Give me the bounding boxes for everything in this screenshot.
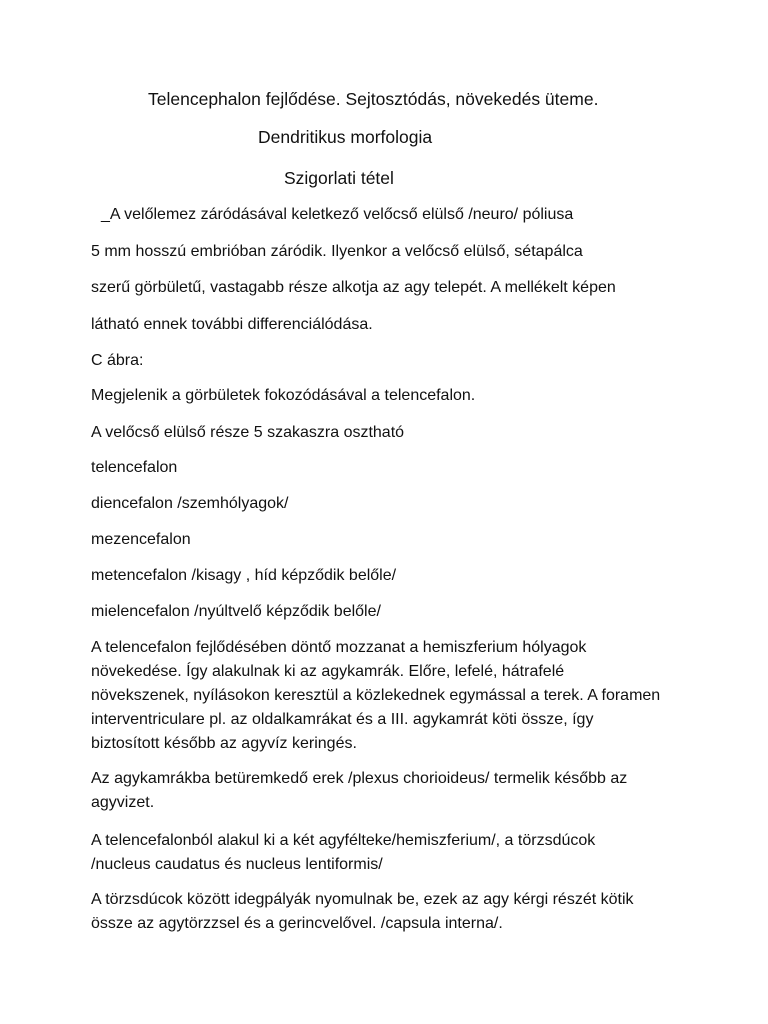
paragraph-line: össze az agytörzzsel és a gerincvelővel. /capsula interna/. (91, 915, 503, 932)
intro-line: 5 mm hosszú embrióban záródik. Ilyenkor a velőcső elülső, sétapálca (91, 243, 583, 260)
intro-line: látható ennek további differenciálódása. (91, 316, 373, 333)
segment-item: mielencefalon /nyúltvelő képződik belőle/ (91, 603, 381, 620)
body-sentence: Megjelenik a görbületek fokozódásával a telencefalon. (91, 387, 476, 404)
paragraph-line: A törzsdúcok között idegpályák nyomulnak be, ezek az agy kérgi részét kötik (91, 891, 634, 908)
figure-label: C ábra: (91, 352, 144, 369)
segment-item: diencefalon /szemhólyagok/ (91, 495, 289, 512)
document-exam-label: Szigorlati tétel (284, 168, 394, 188)
document-title: Telencephalon fejlődése. Sejtosztódás, növekedés üteme. (148, 89, 599, 109)
segment-item: metencefalon /kisagy , híd képződik belőle/ (91, 567, 397, 584)
paragraph-ventricles (91, 636, 691, 756)
paragraph-line: /nucleus caudatus és nucleus lentiformis/ (91, 856, 383, 873)
paragraph-line: agyvizet. (91, 794, 155, 811)
paragraph-line: A telencefalonból alakul ki a két agyfélteke/hemiszferium/, a törzsdúcok (91, 832, 596, 849)
paragraph-plexus (91, 767, 691, 815)
paragraph-line: A telencefalon fejlődésében döntő mozzanat a hemiszferium hólyagok (91, 639, 587, 656)
paragraph-line: biztosított később az agyvíz keringés. (91, 735, 357, 752)
body-sentence: A velőcső elülső része 5 szakaszra osztható (91, 424, 405, 441)
document-subtitle: Dendritikus morfologia (258, 127, 433, 147)
intro-line: szerű görbületű, vastagabb része alkotja az agy telepét. A mellékelt képen (91, 279, 616, 296)
intro-line: _A velőlemez záródásával keletkező velőcső elülső /neuro/ póliusa (101, 206, 574, 223)
segment-item: mezencefalon (91, 531, 191, 548)
paragraph-hemispheres (91, 829, 691, 877)
paragraph-line: növekszenek, nyílásokon keresztül a közlekednek egymással a terek. A foramen (91, 687, 661, 704)
paragraph-line: Az agykamrákba betüremkedő erek /plexus chorioideus/ termelik később az (91, 770, 628, 787)
paragraph-line: interventriculare pl. az oldalkamrákat és a III. agykamrát köti össze, így (91, 711, 594, 728)
paragraph-capsula (91, 888, 691, 936)
paragraph-line: növekedése. Így alakulnak ki az agykamrák. Előre, lefelé, hátrafelé (91, 663, 565, 680)
segment-item: telencefalon (91, 459, 178, 476)
